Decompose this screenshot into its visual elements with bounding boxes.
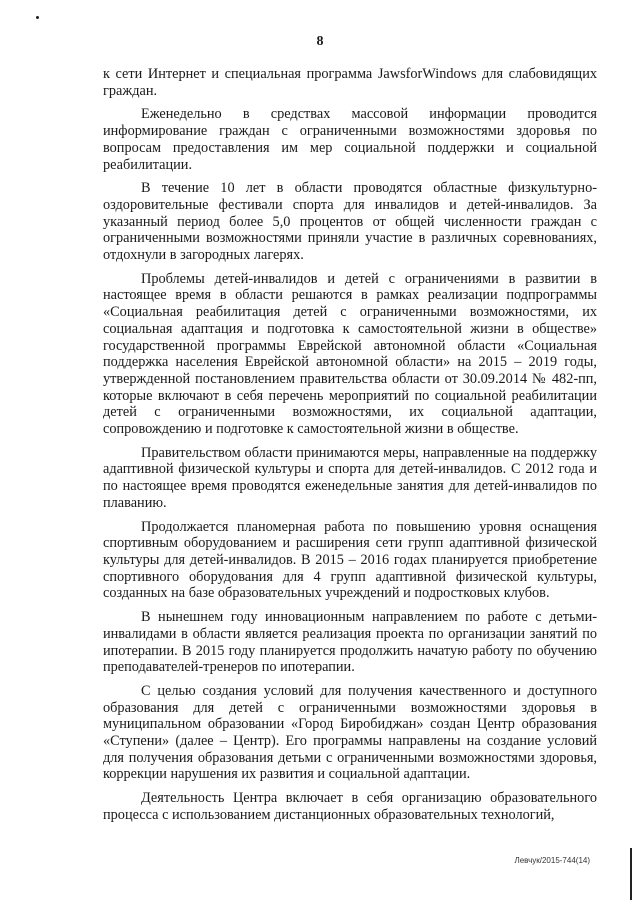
paragraph-sports-festivals: В течение 10 лет в области проводятся областные физкультурно-оздоровительные фестивали спорта для инвалидов и детей-инвалидов. За указанный период более 5,0 процентов от общей численности граждан с ограниченными возможностями приняли участие в различных соревнованиях, отдохнули в загородных лагерях. [103, 180, 597, 264]
paragraph-adaptive-sport: Правительством области принимаются меры, направленные на поддержку адаптивной физической культуры и спорта для детей-инвалидов. С 2012 года и по настоящее время проводятся еженедельные занятия для детей-инвалидов по плаванию. [103, 444, 597, 511]
paragraph-continuation: к сети Интернет и специальная программа JawsforWindows для слабовидящих граждан. [103, 66, 597, 99]
paragraph-center-activity: Деятельность Центра включает в себя организацию образовательного процесса с использованием дистанционных образовательных технологий, [103, 790, 597, 823]
document-body [103, 66, 597, 831]
scan-edge-mark [630, 848, 632, 900]
paragraph-subprogram: Проблемы детей-инвалидов и детей с ограничениями в развитии в настоящее время в области решаются в рамках реализации подпрограммы «Социальная реабилитация детей с ограниченными возможностями, их социальная адаптация и подготовка к самостоятельной жизни в обществе» государственной программы Еврейской автономной области «Социальная поддержка населения Еврейской автономной области» на 2015 – 2019 годы, утвержденной постановлением правительства области от 30.09.2014 № 482-пп, которые включают в себя перечень мероприятий по социальной реабилитации детей с ограниченными возможностями, их социальной адаптации, сопровождению и подготовке к самостоятельной жизни в обществе. [103, 270, 597, 438]
paragraph-equipment: Продолжается планомерная работа по повышению уровня оснащения спортивным оборудованием и расширения сети групп адаптивной физической культуры для детей-инвалидов. В 2015 – 2016 годах планируется приобретение спортивного оборудования для 4 групп адаптивной физической культуры, созданных на базе образовательных учреждений и подростковых клубов. [103, 518, 597, 602]
document-reference-code: Левчук/2015-744(14) [514, 856, 590, 865]
paragraph-hippotherapy: В нынешнем году инновационным направлением по работе с детьми-инвалидами в области является реализация проекта по организации занятий по ипотерапии. В 2015 году планируется продолжить начатую работу по обучению преподавателей-тренеров по ипотерапии. [103, 609, 597, 676]
paragraph-education-center: С целью создания условий для получения качественного и доступного образования для детей с ограниченными возможностями здоровья в муниципальном образовании «Город Биробиджан» создан Центр образования «Ступени» (далее – Центр). Его программы направлены на создание условий для получения образования детьми с ограниченными возможностями здоровья, коррекции нарушения их развития и социальной адаптации. [103, 682, 597, 783]
page-number: 8 [316, 34, 324, 49]
scan-dot-mark [36, 16, 39, 19]
paragraph-media-informing: Еженедельно в средствах массовой информации проводится информирование граждан с ограниченными возможностями здоровья по вопросам предоставления им мер социальной поддержки и социальной реабилитации. [103, 106, 597, 173]
